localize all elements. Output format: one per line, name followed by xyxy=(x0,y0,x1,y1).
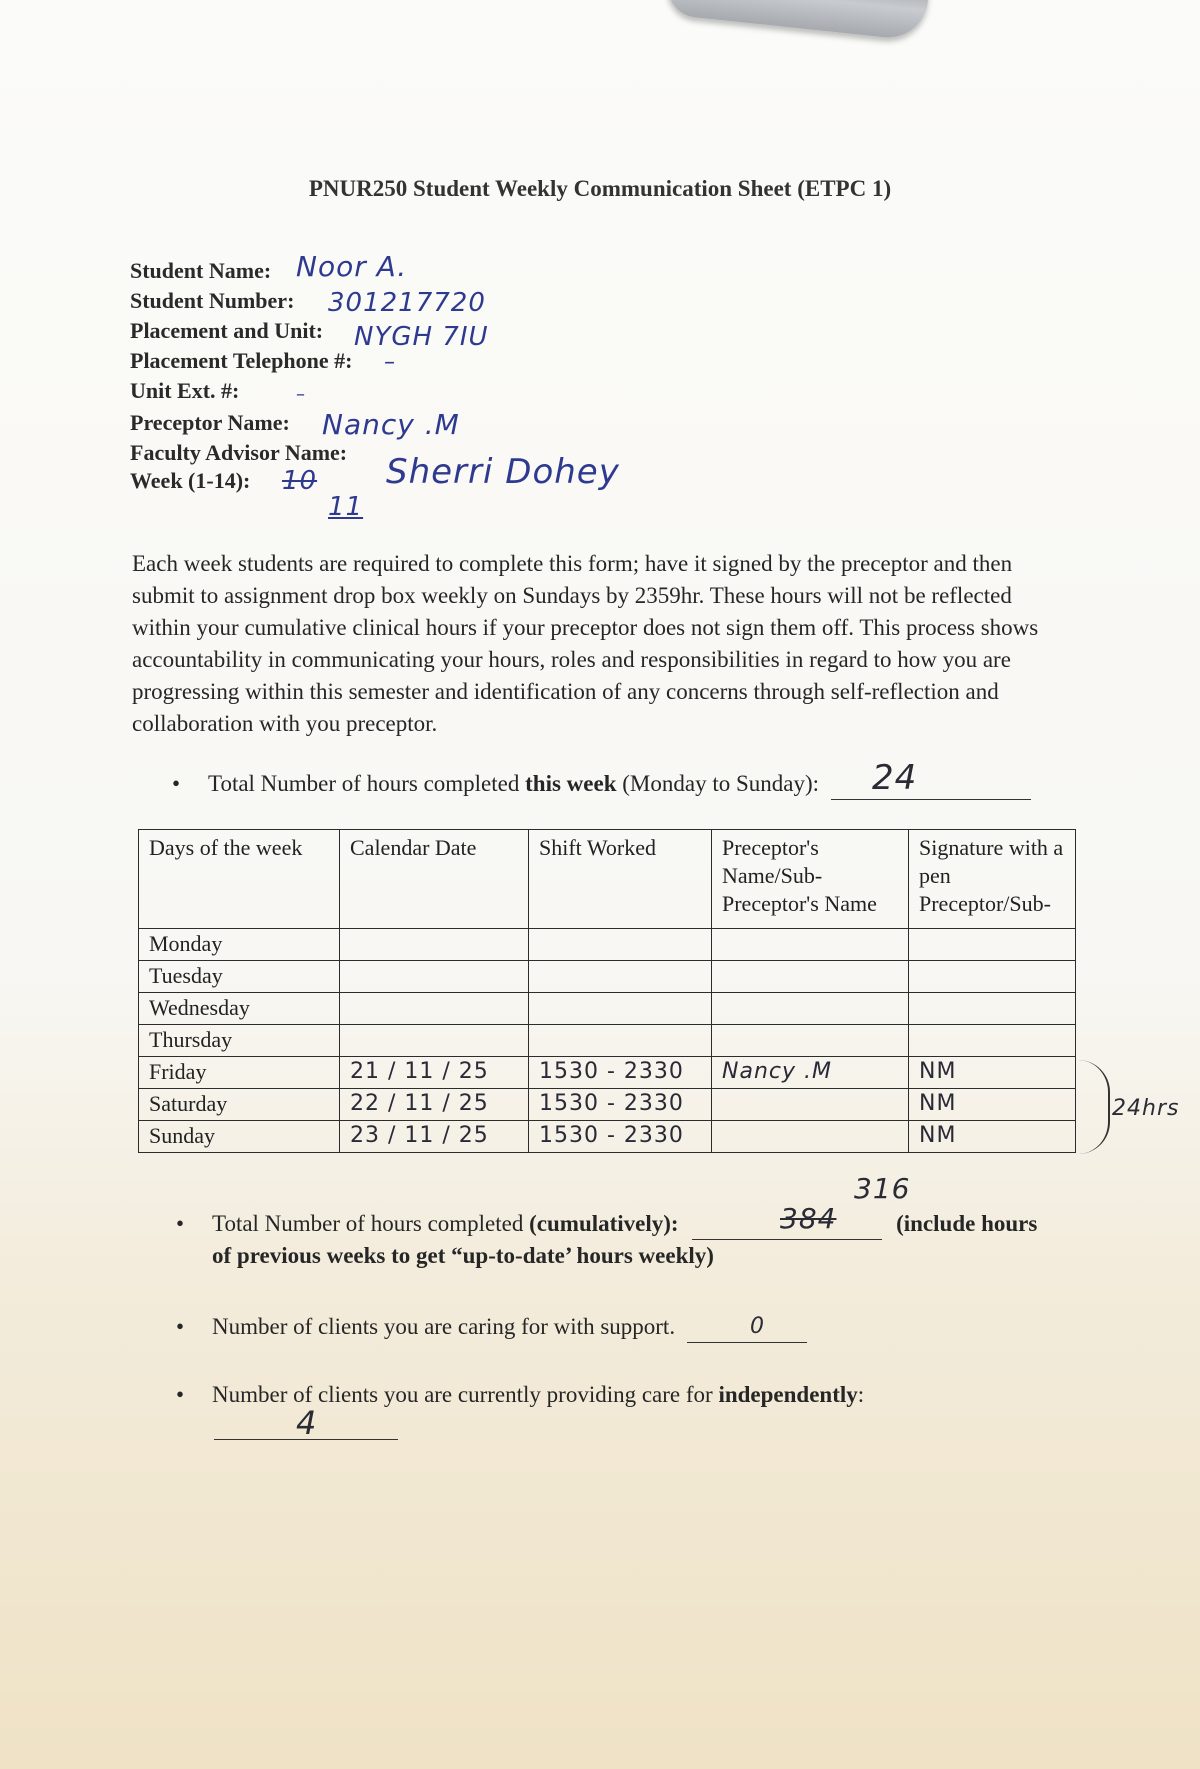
placement-telephone-value: – xyxy=(384,350,396,375)
signature-cell xyxy=(909,1025,1076,1057)
preceptor-name-value: Nancy .M xyxy=(322,408,460,441)
placement-telephone-label: Placement Telephone #: xyxy=(130,348,353,373)
independent-clients-prefix: Number of clients you are currently providing care for xyxy=(212,1382,719,1407)
student-name-value: Noor A. xyxy=(296,250,408,283)
date-cell: 22 / 11 / 25 xyxy=(340,1089,529,1121)
faculty-advisor-value: Sherri Dohey xyxy=(386,452,620,492)
col-header-signature: Signature with a pen Preceptor/Sub- xyxy=(909,830,1076,929)
placement-unit-value: NYGH 7IU xyxy=(354,322,489,352)
weekly-hours-value: 24 xyxy=(872,758,918,798)
date-cell xyxy=(340,961,529,993)
preceptor-cell xyxy=(712,1121,909,1153)
day-cell: Saturday xyxy=(139,1089,340,1121)
signature-cell xyxy=(909,961,1076,993)
cumulative-prefix: Total Number of hours completed xyxy=(212,1211,530,1236)
bullet-icon: • xyxy=(172,771,181,796)
bullet-icon: • xyxy=(176,1382,185,1407)
col-header-day: Days of the week xyxy=(139,830,340,929)
bullet-icon: • xyxy=(176,1314,185,1339)
table-row xyxy=(139,993,1076,1025)
cumulative-hours-line2 xyxy=(212,1240,1112,1272)
preceptor-cell xyxy=(712,929,909,961)
cumulative-suffix: (include hours xyxy=(896,1211,1038,1236)
shift-cell xyxy=(529,1025,712,1057)
weekly-hours-line xyxy=(172,768,1058,800)
cumulative-bold: (cumulatively): xyxy=(529,1211,679,1236)
support-clients-label: Number of clients you are caring for with support. xyxy=(212,1314,676,1339)
hours-brace xyxy=(1078,1060,1110,1154)
table-row xyxy=(139,1121,1076,1153)
student-name-label: Student Name: xyxy=(130,258,272,283)
preceptor-name-label: Preceptor Name: xyxy=(130,410,290,435)
cumulative-struck-value: 384 xyxy=(780,1202,837,1235)
signature-cell xyxy=(909,993,1076,1025)
independent-clients-bold: independently xyxy=(718,1382,858,1407)
independent-clients-value: 4 xyxy=(296,1404,318,1442)
cumulative-line2: of previous weeks to get “up-to-date’ hours weekly) xyxy=(212,1243,714,1268)
signature-cell: NM xyxy=(909,1057,1076,1089)
support-clients-blank xyxy=(687,1342,807,1343)
table-row xyxy=(139,1025,1076,1057)
day-cell: Sunday xyxy=(139,1121,340,1153)
shift-cell xyxy=(529,961,712,993)
date-cell: 21 / 11 / 25 xyxy=(340,1057,529,1089)
faculty-advisor-label: Faculty Advisor Name: xyxy=(130,440,348,465)
placement-unit-label: Placement and Unit: xyxy=(130,318,324,343)
col-header-preceptor: Preceptor's Name/Sub-Preceptor's Name xyxy=(712,830,909,929)
col-header-shift: Shift Worked xyxy=(529,830,712,929)
signature-cell: NM xyxy=(909,1089,1076,1121)
table-header-row xyxy=(139,830,1076,929)
date-cell xyxy=(340,929,529,961)
weekly-hours-bold: this week xyxy=(525,771,617,796)
weekly-hours-table xyxy=(138,829,1076,1153)
shift-cell: 1530 - 2330 xyxy=(529,1089,712,1121)
preceptor-cell xyxy=(712,1089,909,1121)
preceptor-cell xyxy=(712,961,909,993)
independent-clients-suffix: : xyxy=(857,1382,865,1407)
weekly-hours-suffix: (Monday to Sunday): xyxy=(616,771,820,796)
shift-cell: 1530 - 2330 xyxy=(529,1121,712,1153)
bullet-icon: • xyxy=(176,1211,185,1236)
week-struck-value: 10 xyxy=(282,466,318,496)
support-clients-line xyxy=(176,1311,1112,1343)
unit-ext-value: – xyxy=(296,384,306,405)
shift-cell xyxy=(529,993,712,1025)
student-number-label: Student Number: xyxy=(130,288,295,313)
weekly-hours-blank xyxy=(831,799,1031,800)
day-cell: Thursday xyxy=(139,1025,340,1057)
date-cell xyxy=(340,1025,529,1057)
binder-clip xyxy=(665,0,931,41)
preceptor-cell: Nancy .M xyxy=(712,1057,909,1089)
signature-cell xyxy=(909,929,1076,961)
support-clients-value: 0 xyxy=(750,1314,765,1339)
date-cell: 23 / 11 / 25 xyxy=(340,1121,529,1153)
col-header-date: Calendar Date xyxy=(340,830,529,929)
table-row xyxy=(139,961,1076,993)
table-row xyxy=(139,1089,1076,1121)
table-row xyxy=(139,929,1076,961)
preceptor-cell xyxy=(712,1025,909,1057)
brace-note: 24hrs xyxy=(1112,1096,1180,1121)
date-cell xyxy=(340,993,529,1025)
instructions-paragraph: Each week students are required to complete this form; have it signed by the preceptor and then submit to assignment drop box weekly on Sundays by 2359hr. These hours will not be reflected within your cumulative clinical hours if your preceptor does not sign them off. This process shows accountability in communicating your hours, roles and responsibilities in regard to how you are progressing within this semester and identification of any concerns through self-reflection and collaboration with you preceptor. xyxy=(132,551,1039,736)
signature-cell: NM xyxy=(909,1121,1076,1153)
table-row xyxy=(139,1057,1076,1089)
page-title: PNUR250 Student Weekly Communication Sheet (ETPC 1) xyxy=(308,176,892,201)
shift-cell: 1530 - 2330 xyxy=(529,1057,712,1089)
independent-clients-line xyxy=(176,1379,1112,1411)
day-cell: Monday xyxy=(139,929,340,961)
weekly-hours-prefix: Total Number of hours completed xyxy=(208,771,526,796)
day-cell: Friday xyxy=(139,1057,340,1089)
day-cell: Tuesday xyxy=(139,961,340,993)
preceptor-cell xyxy=(712,993,909,1025)
shift-cell xyxy=(529,929,712,961)
day-cell: Wednesday xyxy=(139,993,340,1025)
unit-ext-label: Unit Ext. #: xyxy=(130,378,240,403)
week-value: 11 xyxy=(328,492,364,522)
student-number-value: 301217720 xyxy=(328,288,486,318)
cumulative-value: 316 xyxy=(854,1172,911,1205)
week-label: Week (1-14): xyxy=(130,468,251,493)
cumulative-hours-line xyxy=(176,1208,1112,1240)
